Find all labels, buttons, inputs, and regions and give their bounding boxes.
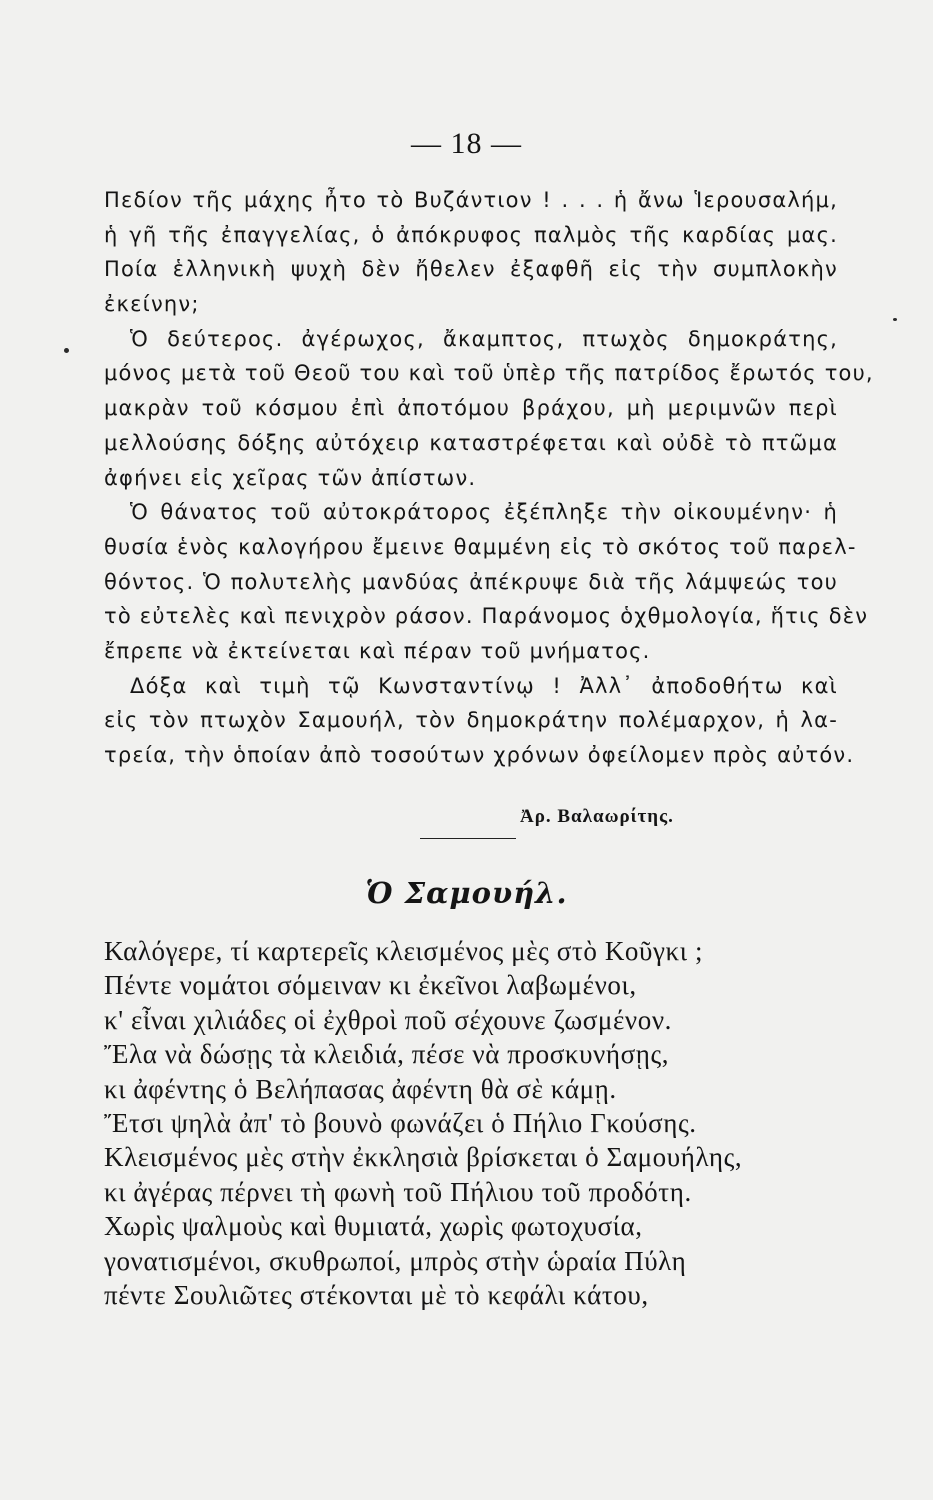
prose-line: μελλούσης δόξης αὐτόχειρ καταστρέφεται καὶ οὐδὲ τὸ πτῶμα <box>104 430 838 455</box>
poem-line: Κλεισμένος μὲς στὴν ἐκκλησιὰ βρίσκεται ὁ Σαμουήλης, <box>104 1142 743 1173</box>
poem-line: κι ἀφέντης ὁ Βελήπασας ἀφέντη θὰ σὲ κάμῃ. <box>104 1073 617 1104</box>
poem-line: κ' εἶναι χιλιάδες οἱ ἐχθροὶ ποῦ σέχουνε ζωσμένον. <box>104 1004 672 1035</box>
poem-line: Ἔτσι ψηλὰ ἀπ' τὸ βουνὸ φωνάζει ὁ Πήλιο Γκούσης. <box>104 1107 697 1138</box>
section-divider <box>420 838 516 839</box>
prose-line: Ὁ δεύτερος. ἀγέρωχος, ἄκαμπτος, πτωχὸς δημοκράτης, <box>130 326 838 351</box>
prose-line: εἰς τὸν πτωχὸν Σαμουήλ, τὸν δημοκράτην πολέμαρχον, ἡ λα- <box>104 708 838 733</box>
prose-line: τρεία, τὴν ὁποίαν ἀπὸ τοσούτων χρόνων ὀφείλομεν πρὸς αὐτόν. <box>104 743 855 767</box>
poem-title: Ὁ Σαμουήλ. <box>365 876 568 910</box>
prose-line: θυσία ἑνὸς καλογήρου ἔμεινε θαμμένη εἰς τὸ σκότος τοῦ παρελ- <box>104 534 857 559</box>
poem-line: γονατισμένοι, σκυθρωποί, μπρὸς στὴν ὡραία Πύλη <box>104 1245 687 1276</box>
ink-speck <box>64 348 69 353</box>
prose-line: Πεδίον τῆς μάχης ἦτο τὸ Βυζάντιον ! . . . ἡ ἄνω Ἱερουσαλήμ, <box>104 188 838 212</box>
prose-line: Ὁ θάνατος τοῦ αὐτοκράτορος ἐξέπληξε τὴν οἰκουμένην· ἡ <box>130 500 838 525</box>
prose-body <box>104 183 874 773</box>
prose-line: ἔπρεπε νὰ ἐκτείνεται καὶ πέραν τοῦ μνήματος. <box>104 638 651 663</box>
page-number: — 18 — <box>411 127 522 160</box>
prose-line: Δόξα καὶ τιμὴ τῷ Κωνσταντίνῳ ! Ἀλλ᾽ ἀποδοθήτω καὶ <box>130 673 838 698</box>
poem-line: πέντε Σουλιῶτες στέκονται μὲ τὸ κεφάλι κάτου, <box>104 1279 649 1310</box>
poem-line: Χωρὶς ψαλμοὺς καὶ θυμιατά, χωρὶς φωτοχυσία, <box>104 1211 643 1242</box>
poem-body <box>104 934 834 1312</box>
poem-line: Καλόγερε, τί καρτερεῖς κλεισμένος μὲς στὸ Κοῦγκι ; <box>104 936 704 966</box>
signature: Ἀρ. Βαλαωρίτης. <box>520 806 674 827</box>
poem-line: κι ἀγέρας πέρνει τὴ φωνὴ τοῦ Πήλιου τοῦ προδότη. <box>104 1176 692 1207</box>
prose-line: θόντος. Ὁ πολυτελὴς μανδύας ἀπέκρυψε διὰ τῆς λάμψεώς του <box>104 569 838 594</box>
prose-line: Ποία ἑλληνικὴ ψυχὴ δὲν ἤθελεν ἐξαφθῆ εἰς τὴν συμπλοκὴν <box>104 257 838 282</box>
prose-line: μόνος μετὰ τοῦ Θεοῦ του καὶ τοῦ ὑπὲρ τῆς πατρίδος ἔρωτός του, <box>104 361 874 386</box>
prose-line: μακρὰν τοῦ κόσμου ἐπὶ ἀποτόμου βράχου, μὴ μεριμνῶν περὶ <box>104 396 838 421</box>
prose-line: τὸ εὐτελὲς καὶ πενιχρὸν ράσον. Παράνομος ὁχθμολογία, ἥτις δὲν <box>104 604 869 629</box>
ink-speck <box>893 318 897 321</box>
prose-line: ἀφήνει εἰς χεῖρας τῶν ἀπίστων. <box>104 465 477 490</box>
poem-line: Ἔλα νὰ δώσῃς τὰ κλειδιά, πέσε νὰ προσκυνήσῃς, <box>104 1039 670 1070</box>
poem-line: Πέντε νομάτοι σόμειναν κι ἐκεῖνοι λαβωμένοι, <box>104 970 637 1001</box>
prose-line: ἐκείνην; <box>104 292 200 317</box>
prose-line: ἡ γῆ τῆς ἐπαγγελίας, ὁ ἀπόκρυφος παλμὸς τῆς καρδίας μας. <box>104 222 838 247</box>
